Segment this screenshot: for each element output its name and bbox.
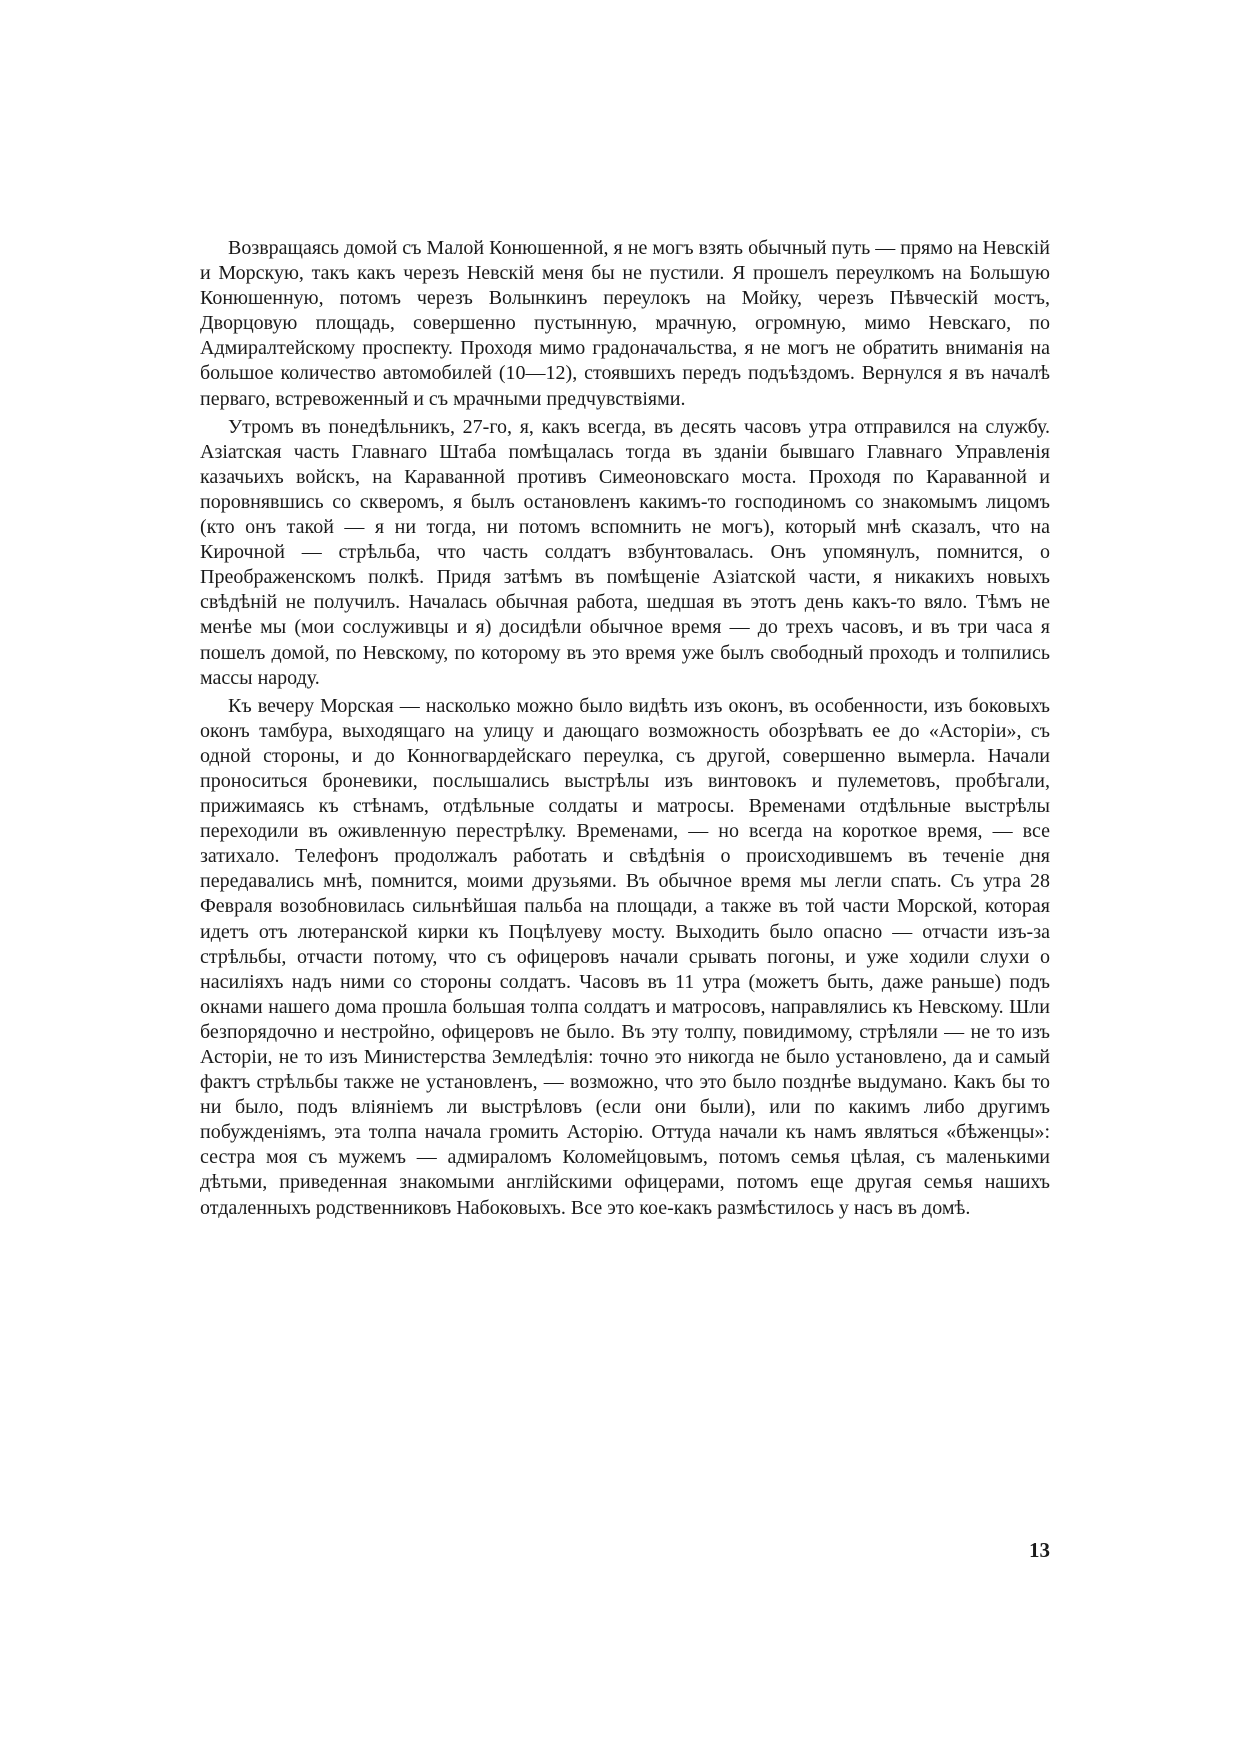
paragraph-1: Возвращаясь домой съ Малой Конюшенной, я не могъ взять обычный путь — прямо на Невскій и Морскую, такъ какъ черезъ Невскій меня бы не пустили. Я прошелъ переулкомъ на Большую Конюшенную, потомъ черезъ Волынкинъ переулокъ на Мойку, черезъ Пѣвческій мостъ, Дворцовую площадь, совершенно пустынную, мрачную, огромную, мимо Невскаго, по Адмиралтейскому проспекту. Проходя мимо градоначальства, я не могъ не обратить вниманія на большое количество автомобилей (10—12), стоявшихъ передъ подъѣздомъ. Вернулся я въ началѣ перваго, встревоженный и съ мрачными предчувствіями. <box>200 237 1050 410</box>
page-number: 13 <box>1029 1538 1050 1562</box>
paragraph-2: Утромъ въ понедѣльникъ, 27-го, я, какъ всегда, въ десять часовъ утра отправился на службу. Азіатская часть Главнаго Штаба помѣщалась тогда въ зданіи бывшаго Главнаго Управленія казачьихъ войскъ, на Караванной противъ Симеоновскаго моста. Проходя по Караванной и поровнявшись со скверомъ, я былъ остановленъ какимъ-то господиномъ со знакомымъ лицомъ (кто онъ такой — я ни тогда, ни потомъ вспомнить не могъ), который мнѣ сказалъ, что на Кирочной — стрѣльба, что часть солдатъ взбунтовалась. Онъ упомянулъ, помнится, о Преображенскомъ полкѣ. Придя затѣмъ въ помѣщеніе Азіатской части, я никакихъ новыхъ свѣдѣній не получилъ. Началась обычная работа, шедшая въ этотъ день какъ-то вяло. Тѣмъ не менѣе мы (мои сослуживцы и я) досидѣли обычное время — до трехъ часовъ, и въ три часа я пошелъ домой, по Невскому, по которому въ это время уже былъ свободный проходъ и толпились массы народу. <box>200 415 1050 689</box>
body-text <box>200 236 1050 1221</box>
paragraph-3: Къ вечеру Морская — насколько можно было видѣть изъ оконъ, въ особенности, изъ боковыхъ оконъ тамбура, выходящаго на улицу и дающаго возможность обозрѣвать ее до «Асторіи», съ одной стороны, и до Конногвардейскаго переулка, съ другой, совершенно вымерла. Начали проноситься броневики, послышались выстрѣлы изъ винтовокъ и пулеметовъ, пробѣгали, прижимаясь къ стѣнамъ, отдѣльные солдаты и матросы. Временами отдѣльные выстрѣлы переходили въ оживленную перестрѣлку. Временами, — но всегда на короткое время, — все затихало. Телефонъ продолжалъ работать и свѣдѣнія о происходившемъ въ теченіе дня передавались мнѣ, помнится, моими друзьями. Въ обычное время мы легли спать. Съ утра 28 Февраля возобновилась сильнѣйшая пальба на площади, а также въ той части Морской, которая идетъ отъ лютеранской кирки къ Поцѣлуеву мосту. Выходить было опасно — отчасти изъ-за стрѣльбы, отчасти потому, что съ офицеровъ начали срывать погоны, и уже ходили слухи о насиліяхъ надъ ними со стороны солдатъ. Часовъ въ 11 утра (можетъ быть, даже раньше) подъ окнами нашего дома прошла большая толпа солдатъ и матросовъ, направлялись къ Невскому. Шли безпорядочно и нестройно, офицеровъ не было. Въ эту толпу, повидимому, стрѣляли — не то изъ Асторіи, не то изъ Министерства Земледѣлія: точно это никогда не было установлено, да и самый фактъ стрѣльбы также не установленъ, — возможно, что это было позднѣе выдумано. Какъ бы то ни было, подъ вліяніемъ ли выстрѣловъ (если они были), или по какимъ либо другимъ побужденіямъ, эта толпа начала громить Асторію. Оттуда начали къ намъ являться «бѣженцы»: сестра моя съ мужемъ — адмираломъ Коломейцовымъ, потомъ семья цѣлая, съ маленькими дѣтьми, приведенная знакомыми англійскими офицерами, потомъ еще другая семья нашихъ отдаленныхъ родственниковъ Набоковыхъ. Все это кое-какъ размѣстилось у насъ въ домѣ. <box>200 694 1050 1219</box>
